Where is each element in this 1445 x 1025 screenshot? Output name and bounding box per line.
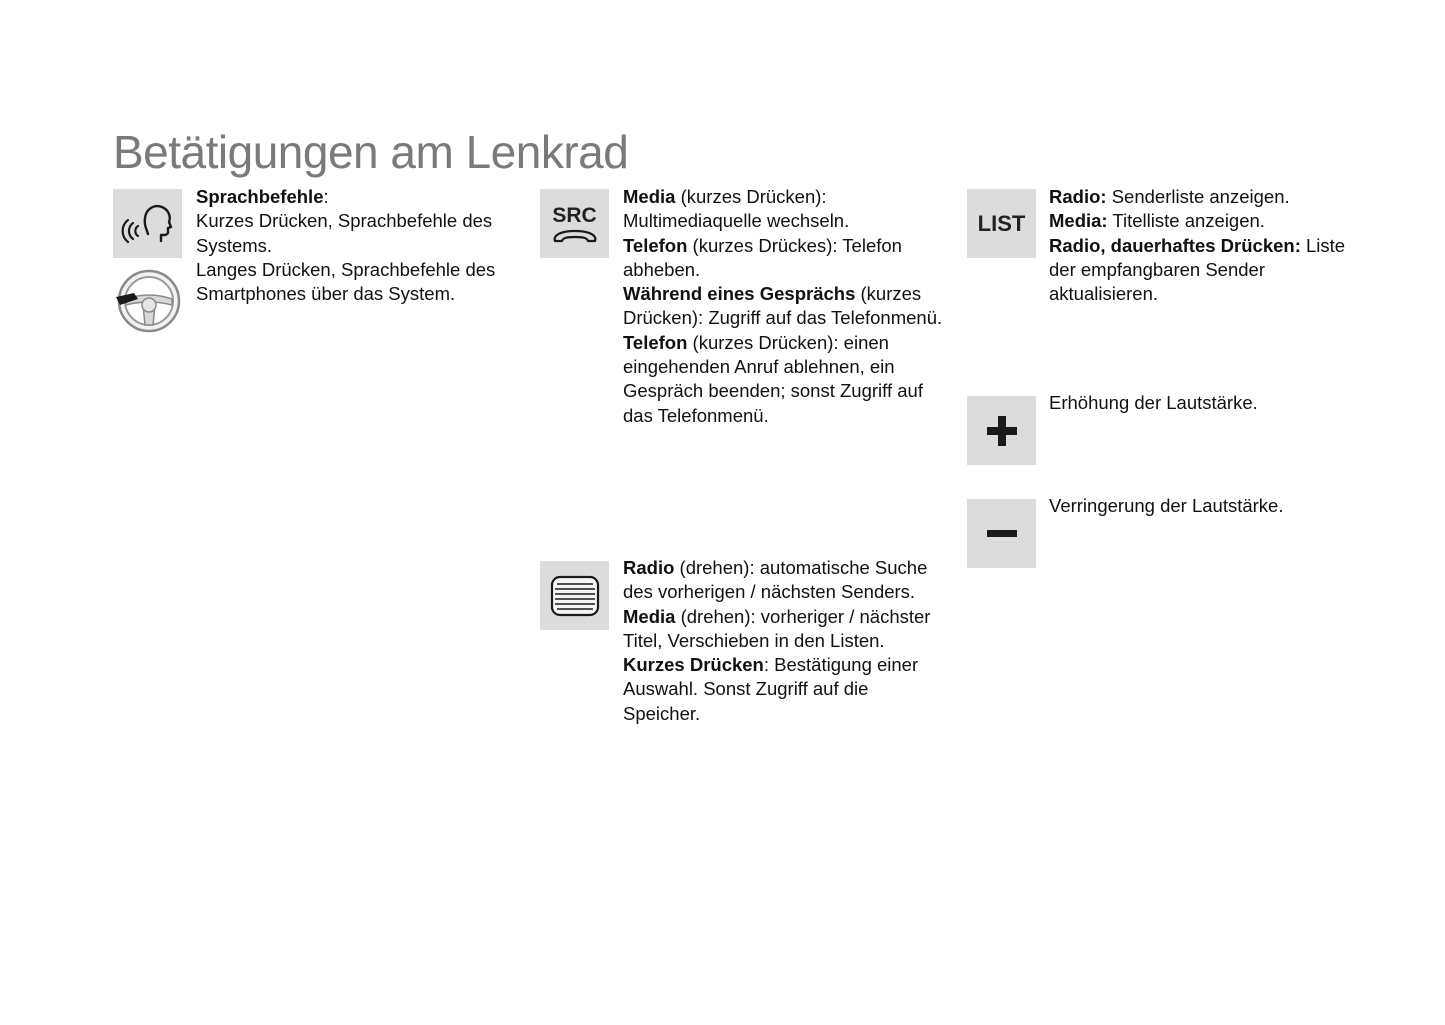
src-description: Media (kurzes Drücken): Multimediaquelle wechseln. Telefon (kurzes Drückes): Telefon abheben. Während eines Gesprächs (kurzes Drücken): Zugriff auf das Telefonmenü. Telefon (kurzes Drücken): einen eingehenden Anruf ablehnen, ein Gespräch beenden; sonst Zugriff auf das Telefonmenü. xyxy=(623,186,943,426)
voice-short-press: Kurzes Drücken, Sprachbefehle des Systems. xyxy=(196,210,493,256)
src-label: SRC xyxy=(552,203,597,227)
page-title: Betätigungen am Lenkrad xyxy=(113,126,629,178)
list-description: Radio: Senderliste anzeigen. Media: Titelliste anzeigen. Radio, dauerhaftes Drücken: Liste der empfangbaren Sender aktualisieren. xyxy=(1049,186,1346,305)
volume-up-icon xyxy=(967,396,1036,465)
voice-command-description: Sprachbefehle: Kurzes Drücken, Sprachbefehle des Systems. Langes Drücken, Sprachbefehle des Smartphones über das System. xyxy=(196,185,516,306)
volume-up-description: Erhöhung der Lautstärke. xyxy=(1049,392,1258,413)
phone-handset-icon xyxy=(551,227,599,245)
volume-down-description: Verringerung der Lautstärke. xyxy=(1049,495,1284,516)
volume-down-icon xyxy=(967,499,1036,568)
steering-wheel-icon xyxy=(113,266,182,335)
list-label: LIST xyxy=(977,210,1026,236)
thumbwheel-description: Radio (drehen): automatische Suche des vorherigen / nächsten Senders. Media (drehen): vorheriger / nächster Titel, Verschieben in den Listen. Kurzes Drücken: Bestätigung einer Auswahl. Sonst Zugriff auf die Speicher. xyxy=(623,557,931,724)
voice-heading: Sprachbefehle xyxy=(196,186,324,207)
voice-long-press: Langes Drücken, Sprachbefehle des Smartphones über das System. xyxy=(196,258,496,305)
list-button-icon xyxy=(967,189,1036,258)
voice-command-icon xyxy=(113,189,182,258)
thumbwheel-icon xyxy=(540,561,609,630)
src-phone-button-icon xyxy=(540,189,609,258)
